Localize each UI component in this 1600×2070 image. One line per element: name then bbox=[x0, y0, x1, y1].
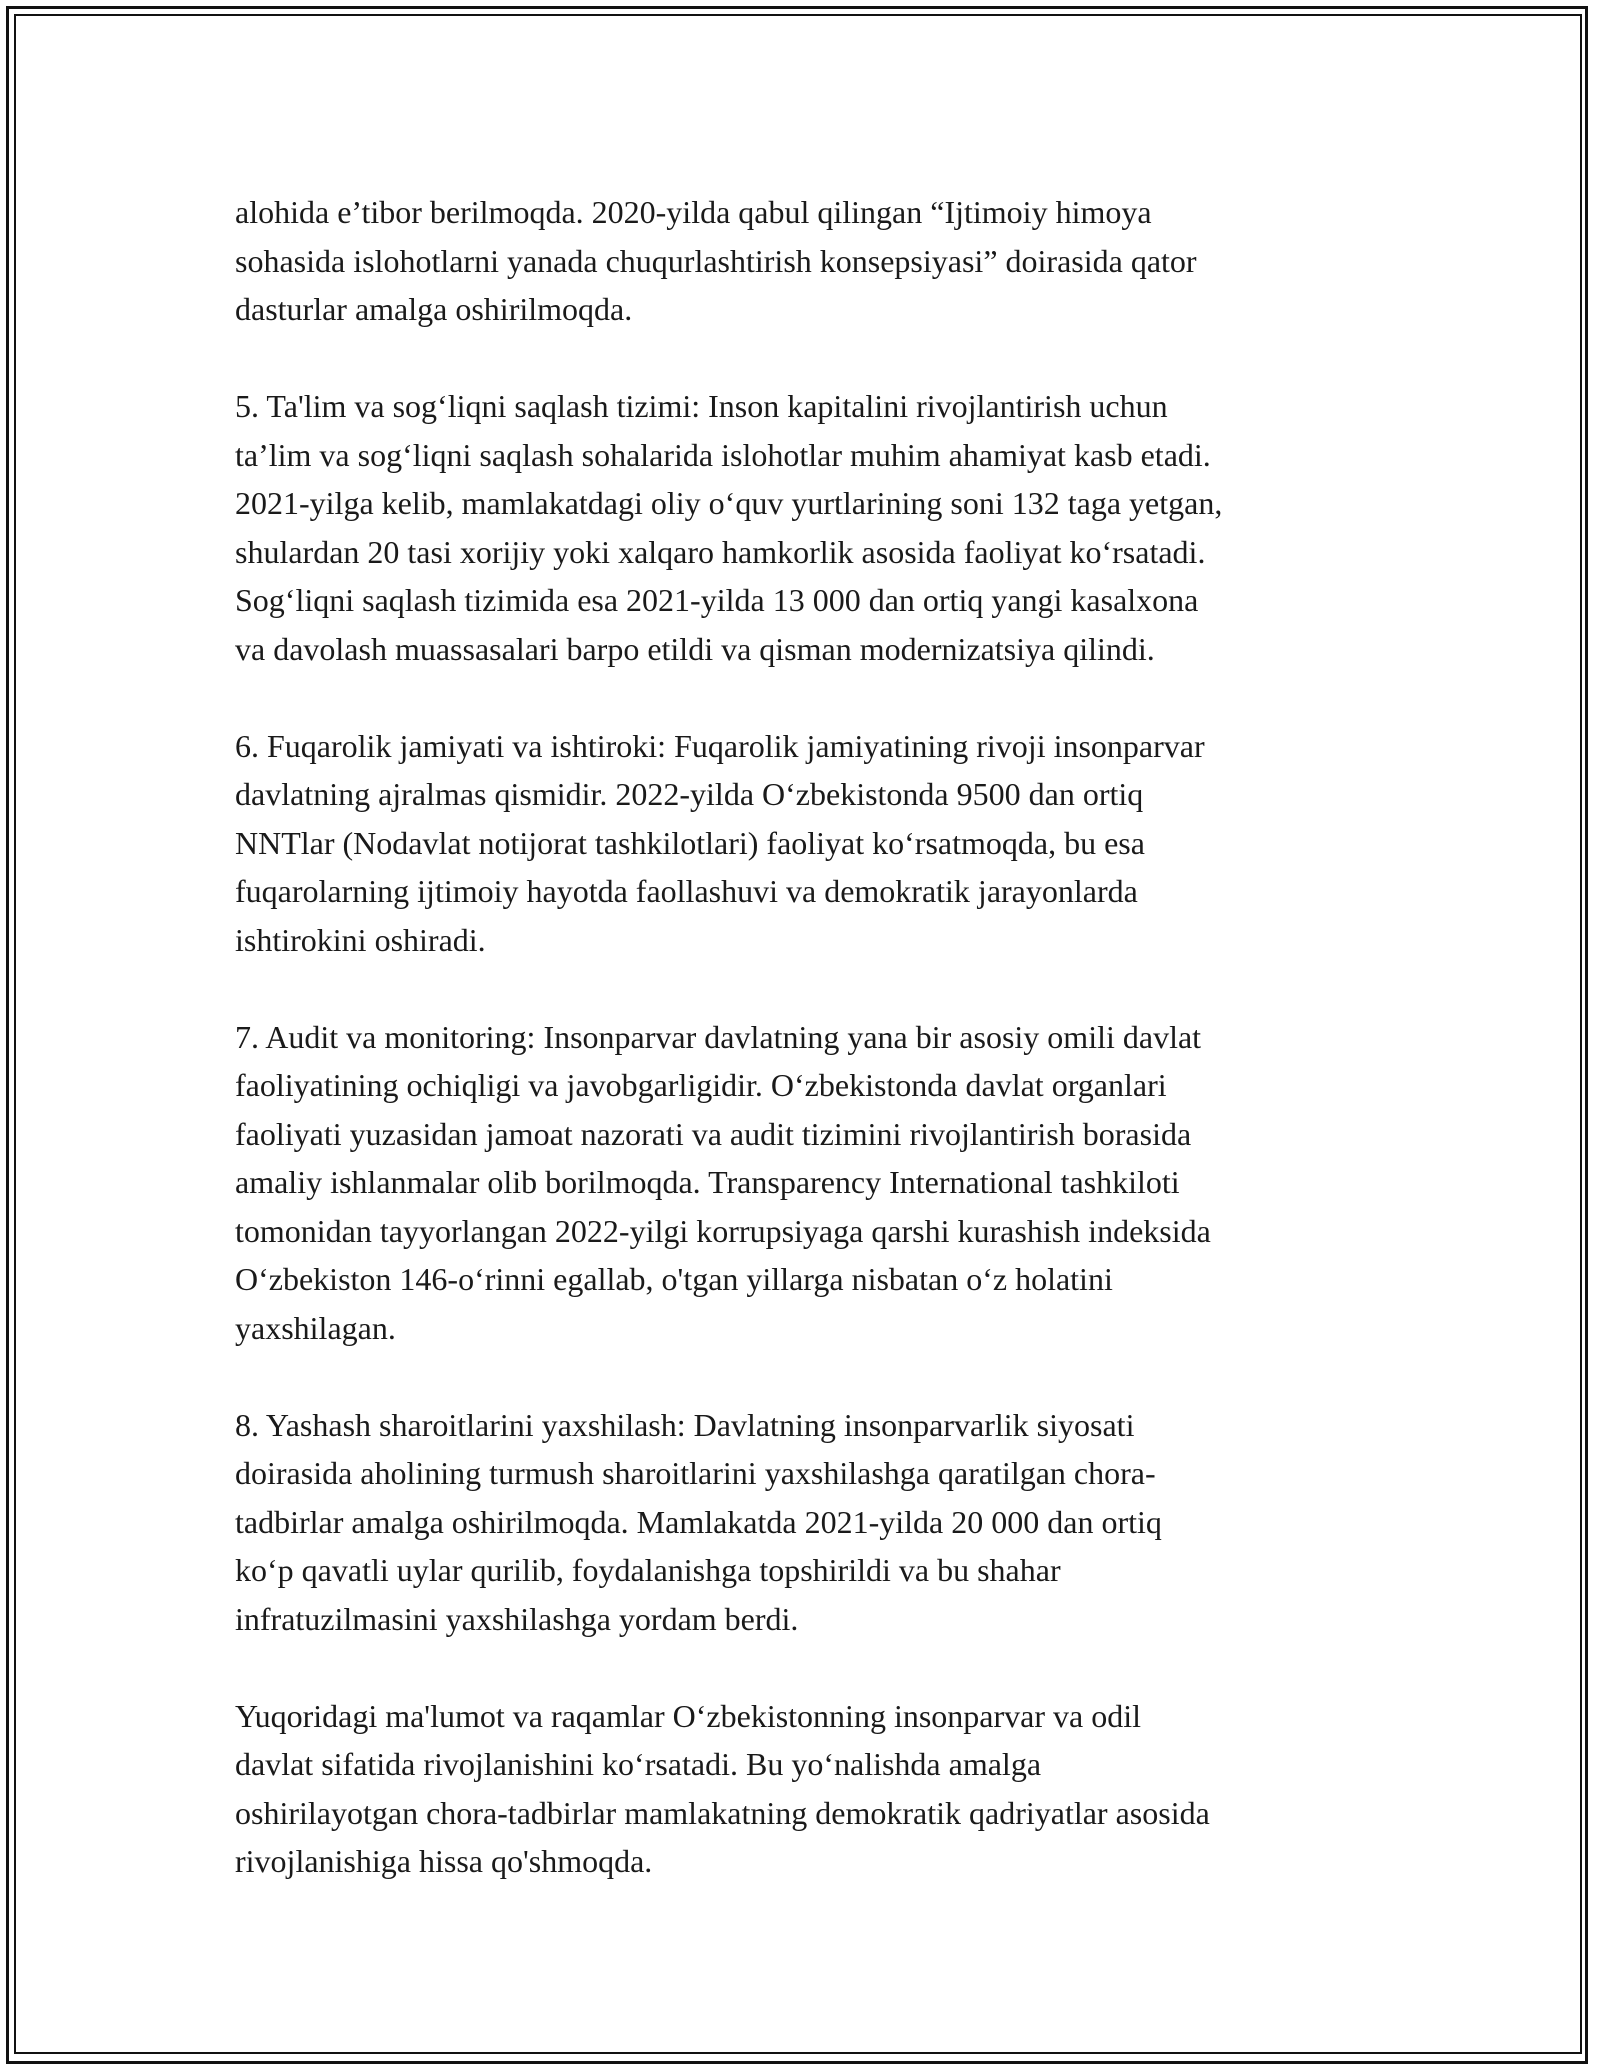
text-line: rivojlanishiga hissa qo'shmoqda. bbox=[235, 1843, 653, 1879]
text-line: davlatning ajralmas qismidir. 2022-yilda O‘zbekistonda 9500 dan ortiq bbox=[235, 776, 1144, 812]
text-line: faoliyati yuzasidan jamoat nazorati va audit tizimini rivojlantirish borasida bbox=[235, 1115, 1192, 1152]
paragraph-education-health bbox=[235, 382, 1375, 673]
text-line: oshirilayotgan chora-tadbirlar mamlakatning demokratik qadriyatlar asosida bbox=[235, 1794, 1210, 1831]
text-line: 6. Fuqarolik jamiyati va ishtiroki: Fuqarolik jamiyatining rivoji insonparvar bbox=[235, 727, 1205, 764]
paragraph-living-conditions bbox=[235, 1401, 1375, 1644]
text-line: 8. Yashash sharoitlarini yaxshilash: Davlatning insonparvarlik siyosati bbox=[235, 1406, 1135, 1443]
text-line: NNTlar (Nodavlat notijorat tashkilotlari) faoliyat ko‘rsatmoqda, bu esa bbox=[235, 824, 1145, 861]
text-line: O‘zbekiston 146-o‘rinni egallab, o'tgan yillarga nisbatan o‘z holatini bbox=[235, 1261, 1113, 1297]
text-line: davlat sifatida rivojlanishini ko‘rsatadi. Bu yo‘nalishda amalga bbox=[235, 1746, 1042, 1782]
text-line: tadbirlar amalga oshirilmoqda. Mamlakatda 2021-yilda 20 000 dan ortiq bbox=[235, 1503, 1162, 1540]
text-line: doirasida aholining turmush sharoitlarini yaxshilashga qaratilgan chora- bbox=[235, 1455, 1156, 1491]
text-line: Yuqoridagi ma'lumot va raqamlar O‘zbekistonning insonparvar va odil bbox=[235, 1697, 1141, 1734]
text-line: amaliy ishlanmalar olib borilmoqda. Transparency International tashkiloti bbox=[235, 1164, 1180, 1200]
text-line: 2021-yilga kelib, mamlakatdagi oliy o‘quv yurtlarining soni 132 taga yetgan, bbox=[235, 485, 1223, 521]
paragraph-conclusion bbox=[235, 1692, 1375, 1886]
text-line: shulardan 20 tasi xorijiy yoki xalqaro hamkorlik asosida faoliyat ko‘rsatadi. bbox=[235, 533, 1206, 570]
text-line: 7. Audit va monitoring: Insonparvar davlatning yana bir asosiy omili davlat bbox=[235, 1018, 1202, 1055]
text-line: 5. Ta'lim va sog‘liqni saqlash tizimi: Inson kapitalini rivojlantirish uchun bbox=[235, 388, 1168, 424]
text-line: dasturlar amalga oshirilmoqda. bbox=[235, 291, 633, 327]
text-line: sohasida islohotlarni yanada chuqurlashtirish konsepsiyasi” doirasida qator bbox=[235, 242, 1197, 279]
paragraph-intro bbox=[235, 188, 1375, 334]
text-line: ta’lim va sog‘liqni saqlash sohalarida islohotlar muhim ahamiyat kasb etadi. bbox=[235, 436, 1211, 473]
text-line: yaxshilagan. bbox=[235, 1309, 396, 1346]
paragraph-audit-monitoring bbox=[235, 1013, 1375, 1353]
text-line: infratuzilmasini yaxshilashga yordam berdi. bbox=[235, 1600, 799, 1637]
text-line: ishtirokini oshiradi. bbox=[235, 921, 486, 958]
text-line: Sog‘liqni saqlash tizimida esa 2021-yilda 13 000 dan ortiq yangi kasalxona bbox=[235, 582, 1199, 618]
text-line: tomonidan tayyorlangan 2022-yilgi korrupsiyaga qarshi kurashish indeksida bbox=[235, 1212, 1211, 1249]
text-line: faoliyatining ochiqligi va javobgarligidir. O‘zbekistonda davlat organlari bbox=[235, 1067, 1167, 1103]
text-line: alohida e’tibor berilmoqda. 2020-yilda qabul qilingan “Ijtimoiy himoya bbox=[235, 194, 1152, 230]
text-line: ko‘p qavatli uylar qurilib, foydalanishga topshirildi va bu shahar bbox=[235, 1552, 1061, 1588]
document-body bbox=[235, 188, 1375, 1934]
paragraph-civil-society bbox=[235, 722, 1375, 965]
text-line: va davolash muassasalari barpo etildi va qisman modernizatsiya qilindi. bbox=[235, 630, 1155, 667]
text-line: fuqarolarning ijtimoiy hayotda faollashuvi va demokratik jarayonlarda bbox=[235, 873, 1138, 909]
